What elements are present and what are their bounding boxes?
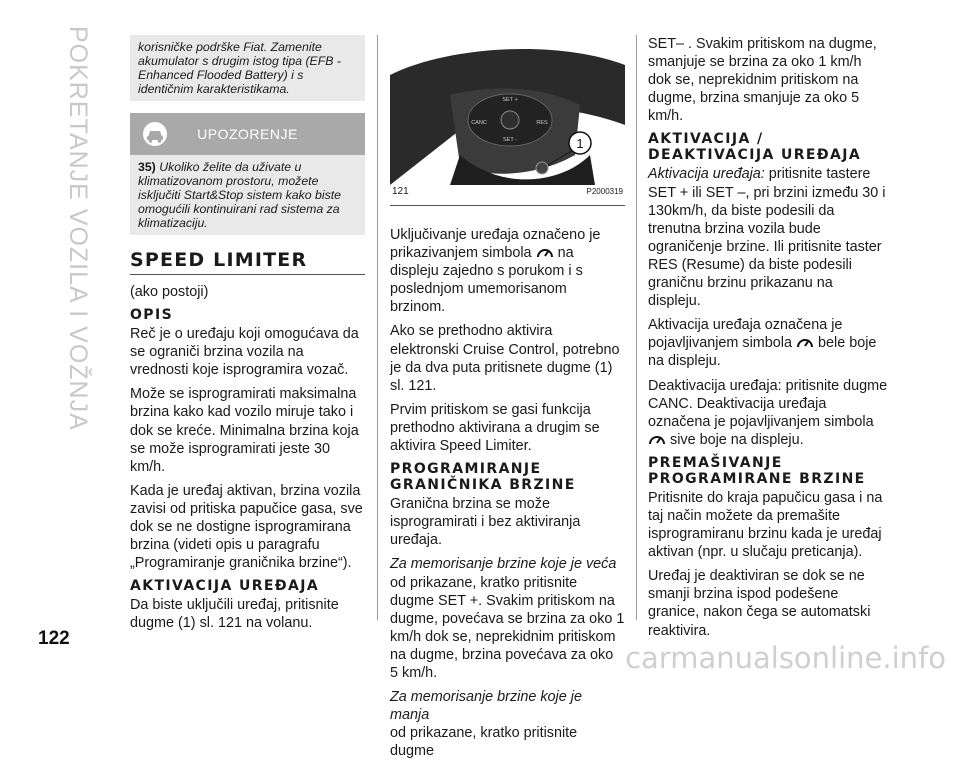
heading-premasivanje: PREMAŠIVANJE PROGRAMIRANE BRZINE (648, 454, 866, 487)
car-warning-icon (142, 121, 168, 147)
column-middle (390, 35, 625, 766)
paragraph: Kada je uređaj aktivan, brzina vozila zavisi od pritiska papučice gasa, sve dok se ne dostigne isprogramirana brzina (videti opis u paragrafu „Programiranje graničnika brzine“). (130, 482, 363, 572)
availability-note: (ako postoji) (130, 284, 209, 300)
warning-title: UPOZORENJE (197, 125, 298, 142)
heading-programiranje: PROGRAMIRANJE GRANIČNIKA BRZINE (390, 461, 576, 494)
column-left (130, 35, 365, 639)
figure-121 (390, 35, 625, 206)
paragraph-text: Aktivacija uređaja označena je pojavljivanjem simbola (648, 317, 843, 352)
paragraph (648, 165, 888, 310)
battery-note: korisničke podrške Fiat. Zamenite akumulator s drugim istog tipa (EFB - Enhanced Flooded Battery) i s identičnim karakteristikama. (130, 35, 365, 101)
figure-code: P2000319 (586, 186, 623, 196)
column-divider (377, 35, 378, 620)
paragraph-text: pritisnite tastere SET + ili SET –, pri brzini između 30 i 130km/h, da biste podesili da trenutna brzina vozila bude ograničenje brzine. Ili pritisnite taster RES (Resume) da biste podesili graničnu brzinu prikazanu na displeju. (648, 166, 886, 310)
paragraph: Pritisnite do kraja papučicu gasa i na taj način možete da premašite isprogramiranu brzinu kada je uređaj aktivan (npr. u slučaju preticanja). (648, 489, 883, 561)
button-canc-label: CANC (471, 120, 487, 126)
page-number: 122 (38, 628, 70, 649)
warning-number: 35) (138, 160, 156, 174)
paragraph-text: Uključivanje uređaja označeno je prikazivanjem simbola (390, 227, 601, 262)
paragraph: od prikazane, kratko pritisnite dugme SET +. Svakim pritiskom na dugme, povećava se brzina za oko 1 km/h dok se, neprekidnim pritiskom na dugme, brzina povećava za oko 5 km/h. (390, 574, 625, 681)
paragraph-text: bele boje na displeju. (648, 335, 877, 370)
paragraph: SET– . Svakim pritiskom na dugme, smanjuje se brzina za oko 1 km/h dok se, neprekidnim pritiskom na dugme, brzina smanjuje za oko 5 km/h. (648, 36, 877, 125)
paragraph (648, 316, 888, 370)
italic-lead: Aktivacija uređaja: (648, 166, 765, 183)
paragraph: Granična brzina se može isprogramirati i bez aktiviranja uređaja. (390, 496, 581, 549)
paragraph (648, 377, 888, 449)
warning-body (130, 155, 365, 235)
heading-aktivacija-deaktivacija: AKTIVACIJA / DEAKTIVACIJA UREĐAJA (648, 131, 862, 164)
callout-1: 1 (576, 136, 584, 151)
paragraph: Ako se prethodno aktivira elektronski Cruise Control, potrebno je da dva puta pritisnete dugme (1) sl. 121. (390, 323, 620, 394)
paragraph: Da biste uključili uređaj, pritisnite dugme (1) sl. 121 na volanu. (130, 597, 339, 632)
heading-aktivacija: AKTIVACIJA UREĐAJA (130, 578, 320, 595)
paragraph-text: Deaktivacija uređaja: pritisnite dugme CANC. Deaktivacija uređaja označena je pojavljivanjem simbola (648, 377, 888, 430)
paragraph (390, 226, 625, 316)
button-res-label: RES (536, 120, 548, 126)
button-set-plus-label: SET + (502, 97, 518, 103)
paragraph: Reč je o uređaju koji omogućava da se ograniči brzina vozila na vrednosti koje isprogramira vozač. (130, 326, 359, 379)
speed-limiter-icon (648, 432, 666, 446)
speed-limiter-icon (796, 335, 814, 349)
section-title: SPEED LIMITER (130, 249, 365, 275)
heading-opis: OPIS (130, 307, 174, 324)
column-right (648, 35, 888, 646)
steering-wheel-illustration (390, 35, 625, 185)
speed-limiter-icon (536, 245, 554, 259)
paragraph: Prvim pritiskom se gasi funkcija prethodno aktivirana a drugim se aktivira Speed Limiter. (390, 401, 600, 455)
watermark: carmanualsonline.info (625, 641, 946, 675)
paragraph-text: sive boje na displeju. (670, 431, 804, 448)
button-set-minus-label: SET - (503, 137, 517, 143)
italic-lead: Za memorisanje brzine koje je manja (390, 689, 582, 724)
side-title: POKRETANJE VOZILA I VOŽNJA (64, 26, 92, 431)
column-divider (636, 35, 637, 620)
paragraph-text: na displeju zajedno s porukom i s poslednjom umemorisanom brzinom. (390, 245, 583, 316)
warning-text: Ukoliko želite da uživate u klimatizovanom prostoru, možete isključiti Start&Stop sistem kako biste omogućili kontinuirani rad sistema za klimatizaciju. (138, 160, 341, 230)
paragraph: od prikazane, kratko pritisnite dugme (390, 725, 578, 760)
figure-number: 121 (392, 185, 409, 197)
warning-header (130, 113, 365, 155)
italic-lead: Za memorisanje brzine koje je veća (390, 556, 617, 573)
paragraph: Uređaj je deaktiviran se dok se ne smanji brzina ispod podešene granice, nakon čega se automatski reaktivira. (648, 568, 871, 639)
paragraph: Može se isprogramirati maksimalna brzina kako kad vozilo miruje tako i dok se kreće. Minimalna brzina koja se može isprogramirati jeste 30 km/h. (130, 386, 359, 475)
